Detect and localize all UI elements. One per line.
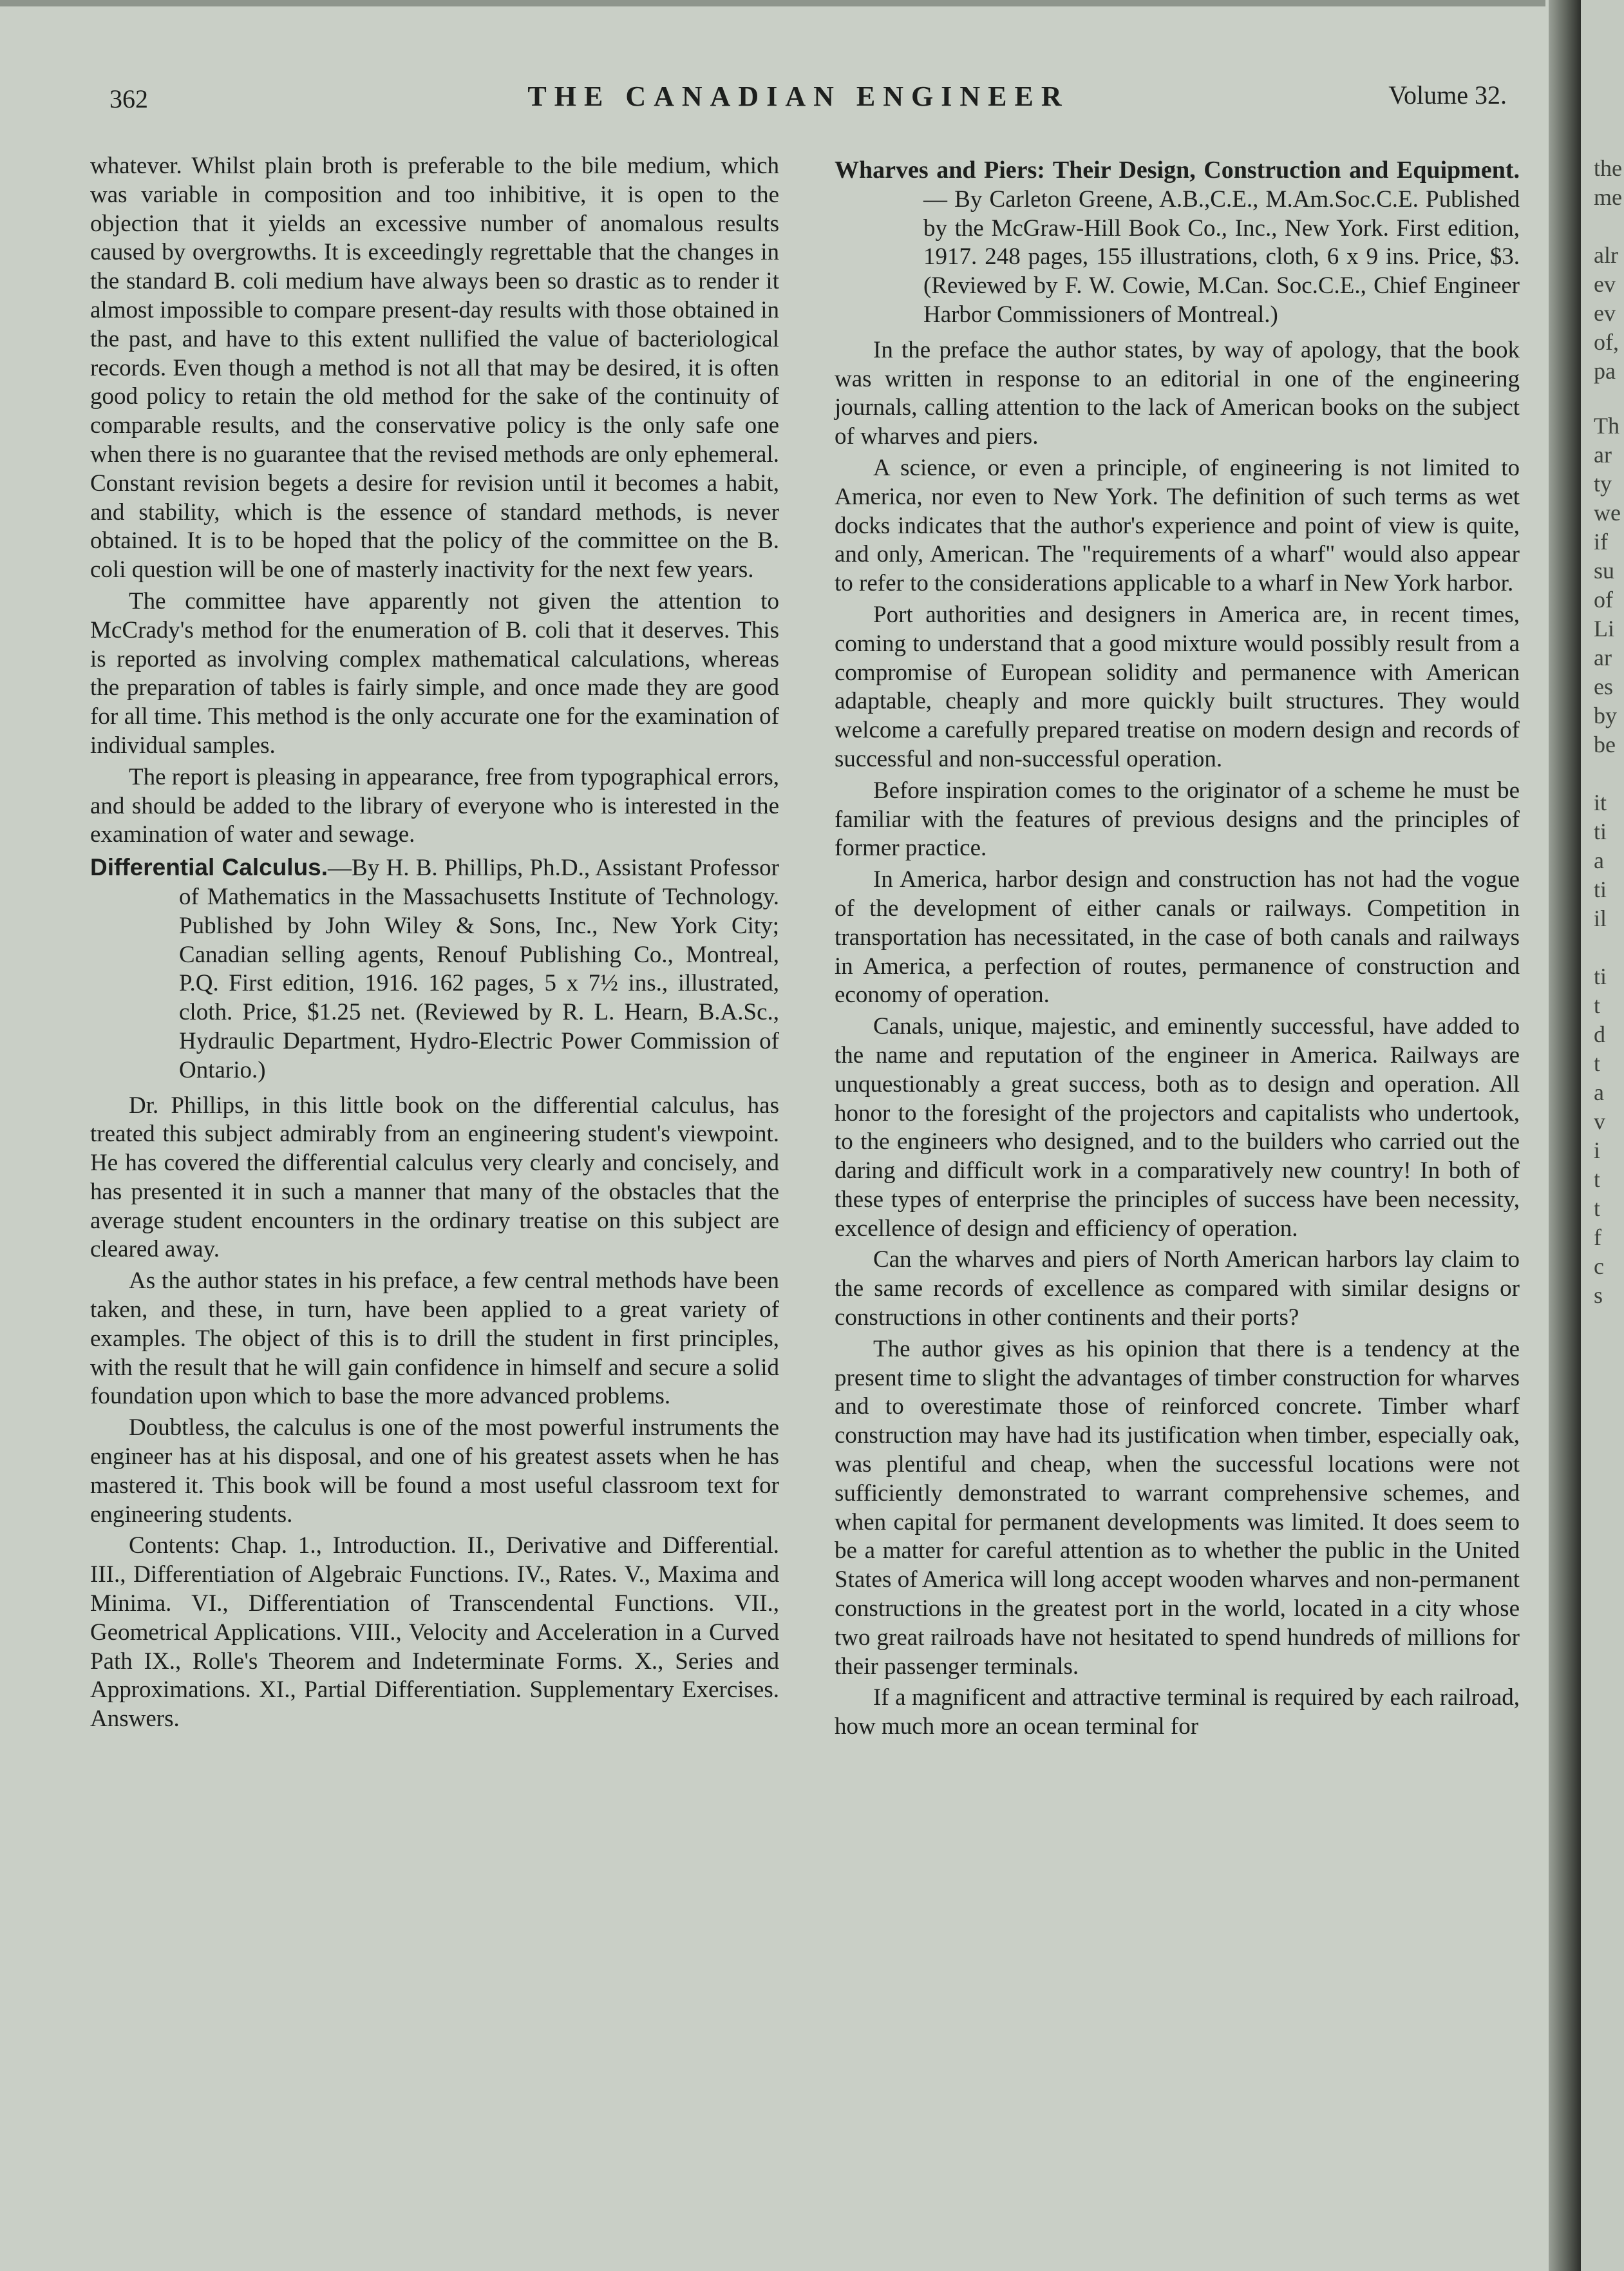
paragraph: A science, or even a principle, of engineering is not limited to America, nor even to New York. The definition of such terms as wet docks indicates that the author's experience and point of view is quite, and only, American. The "requirements of a wharf" would also appear to refer to the considerations applicable to a wharf in New York harbor. [835, 454, 1520, 597]
review-title: Differential Calculus. [90, 854, 328, 881]
fragment: t [1594, 1195, 1601, 1221]
paragraph: Before inspiration comes to the originator of a scheme he must be familiar with the features of previous designs and the principles of former practice. [835, 777, 1520, 862]
left-column [90, 152, 779, 1736]
review-title: Wharves and Piers: Their Design, Construction and Equipment. [835, 157, 1520, 184]
paragraph: The committee have apparently not given the attention to McCrady's method for the enumeration of B. coli that it deserves. This is reported as involving complex mathematical calculations, whereas the preparation of tables is fairly simple, and once made they are good for all time. This method is the only accurate one for the examination of individual samples. [90, 587, 779, 759]
running-header [90, 77, 1507, 116]
paragraph: As the author states in his preface, a few central methods have been taken, and these, in turn, have been applied to a great variety of examples. The object of this is to drill the student in first principles, with the result that he will gain confidence in himself and secure a solid foundation upon which to base the more advanced problems. [90, 1268, 779, 1410]
fragment: t [1594, 993, 1601, 1018]
fragment: ar [1594, 442, 1612, 468]
fragment: ev [1594, 300, 1616, 326]
adjacent-page-edge [1581, 0, 1624, 2271]
fragment: ev [1594, 271, 1616, 297]
fragment: we [1594, 500, 1621, 526]
volume-label: Volume 32. [1388, 81, 1507, 109]
fragment: t [1594, 1050, 1601, 1076]
fragment: f [1594, 1224, 1601, 1250]
fragment: of [1594, 587, 1613, 613]
fragment: ti [1594, 964, 1607, 989]
paragraph: Port authorities and designers in America are, in recent times, coming to understand that a good mixture would possibly result from a compromise of European solidity and permanence with American adaptable, cheaply and more quickly built structures. They would welcome a carefully prepared treatise on modern design and records of successful and non-successful operation. [835, 601, 1520, 772]
review-citation: — By Carleton Greene, A.B.,C.E., M.Am.Soc.C.E. Published by the McGraw-Hill Book Co., Inc., New York. First edition, 1917. 248 pages, 155 illustrations, cloth, 6 x 9 ins. Price, $3. (Reviewed by F. W. Cowie, M.Can. Soc.C.E., Chief Engineer Harbor Commissioners of Montreal.) [923, 185, 1520, 328]
fragment: i [1594, 1137, 1601, 1163]
fragment: il [1594, 906, 1607, 931]
fragment: me [1594, 184, 1622, 210]
fragment: ti [1594, 819, 1607, 844]
fragment: alr [1594, 242, 1618, 268]
fragment: it [1594, 790, 1607, 815]
paragraph: If a magnificent and attractive terminal is required by each railroad, how much more an ocean terminal for [835, 1684, 1520, 1740]
fragment: if [1594, 529, 1608, 555]
paragraph: Doubtless, the calculus is one of the most powerful instruments the engineer has at his disposal, and one of his greatest assets when he has mastered it. This book will be found a most useful classroom text for engineering students. [90, 1414, 779, 1528]
paragraph: In the preface the author states, by way of apology, that the book was written in response to an editorial in one of the engineering journals, calling attention to the lack of American books on the subject of wharves and piers. [835, 336, 1520, 450]
fragment: ar [1594, 645, 1612, 670]
fragment: ty [1594, 471, 1612, 497]
top-rule [0, 0, 1545, 6]
fragment: es [1594, 674, 1613, 699]
fragment: s [1594, 1282, 1603, 1308]
paragraph: Can the wharves and piers of North American harbors lay claim to the same records of excellence as compared with similar designs or constructions in other continents and their ports? [835, 1246, 1520, 1331]
fragment: Li [1594, 616, 1614, 641]
fragment: c [1594, 1253, 1604, 1279]
fragment: v [1594, 1108, 1605, 1134]
fragment: d [1594, 1021, 1605, 1047]
page-number: 362 [109, 84, 148, 113]
fragment: t [1594, 1166, 1601, 1192]
book-binding-gutter [1549, 0, 1581, 2271]
review-heading-calculus [90, 853, 779, 1085]
contents-paragraph: Contents: Chap. 1., Introduction. II., Derivative and Differential. III., Differentiation of Algebraic Functions. IV., Rates. V., Maxima and Minima. VI., Differentiation of Transcendental Functions. VII., Geometrical Applications. VIII., Velocity and Acceleration in a Curved Path IX., Rolle's Theorem and Indeterminate Forms. X., Series and Approximations. XI., Partial Differentiation. Supplementary Exercises. Answers. [90, 1532, 779, 1733]
fragment: su [1594, 558, 1615, 584]
fragment: be [1594, 732, 1616, 757]
review-citation: —By H. B. Phillips, Ph.D., Assistant Professor of Mathematics in the Massachusetts Institute of Technology. Published by John Wiley & Sons, Inc., New York City; Canadian selling agents, Renouf Publishing Co., Montreal, P.Q. First edition, 1916. 162 pages, 5 x 7½ ins., illustrated, cloth. Price, $1.25 net. (Reviewed by R. L. Hearn, B.A.Sc., Hydraulic Department, Hydro-Electric Power Commission of Ontario.) [179, 855, 779, 1083]
fragment: a [1594, 848, 1604, 873]
fragment: ti [1594, 877, 1607, 902]
right-column [835, 152, 1520, 1744]
fragment: a [1594, 1079, 1604, 1105]
fragment: by [1594, 703, 1617, 728]
paragraph: The report is pleasing in appearance, free from typographical errors, and should be added to the library of everyone who is interested in the examination of water and sewage. [90, 763, 779, 848]
review-heading-wharves [835, 156, 1520, 330]
journal-title: THE CANADIAN ENGINEER [527, 81, 1070, 112]
fragment: the [1594, 155, 1622, 181]
paragraph: whatever. Whilst plain broth is preferable to the bile medium, which was variable in composition and too inhibitive, it is open to the objection that it yields an excessive number of anomalous results caused by overgrowths. It is exceedingly regrettable that the changes in the standard B. coli medium have always been so drastic as to render it almost impossible to compare present-day results with those obtained in the past, and have to this extent nullified the value of bacteriological records. Even though a method is not all that may be desired, it is often good policy to retain the old method for the sake of the continuity of comparable results, and the conservative policy is the only safe one when there is no guarantee that the revised methods are only ephemeral. Constant revision begets a desire for revision until it becomes a habit, and stability, which is the essence of standard methods, is never obtained. It is to be hoped that the policy of the committee on the B. coli question will be one of masterly inactivity for the next few years. [90, 153, 779, 584]
paragraph: The author gives as his opinion that there is a tendency at the present time to slight the advantages of timber construction for wharves and to overestimate those of reinforced concrete. Timber wharf construction may have had its justification when timber, especially oak, was plentiful and cheap, when the successful locations were not sufficiently demonstrated to warrant comprehensive schemes, and when capital for permanent developments was limited. It does seem to be a matter for careful attention as to whether the public in the United States of America will long accept wooden wharves and non-permanent constructions in the greatest port in the world, located in a city whose two great railroads have not hesitated to spend hundreds of millions for their passenger terminals. [835, 1335, 1520, 1680]
paragraph: Canals, unique, majestic, and eminently successful, have added to the name and reputation of the engineer in America. Railways are unquestionably a great success, both as to design and operation. All honor to the foresight of the projectors and capitalists who undertook, to the engineers who designed, and to the builders who carried out the daring and difficult work in a comparatively new country! In both of these types of enterprise the principles of success have been necessity, excellence of design and efficiency of operation. [835, 1013, 1520, 1242]
fragment: pa [1594, 358, 1616, 384]
paragraph: Dr. Phillips, in this little book on the differential calculus, has treated this subject admirably from an engineering student's viewpoint. He has covered the differential calculus very clearly and concisely, and has presented it in such a manner that many of the obstacles that the average student encounters in the ordinary treatise on this subject are cleared away. [90, 1092, 779, 1263]
paragraph: In America, harbor design and construction has not had the vogue of the development of either canals or railways. Competition in transportation has necessitated, in the case of both canals and railways in America, a perfection of routes, permanence of construction and economy of operation. [835, 866, 1520, 1009]
fragment: of, [1594, 329, 1619, 355]
fragment: Th [1594, 413, 1619, 439]
